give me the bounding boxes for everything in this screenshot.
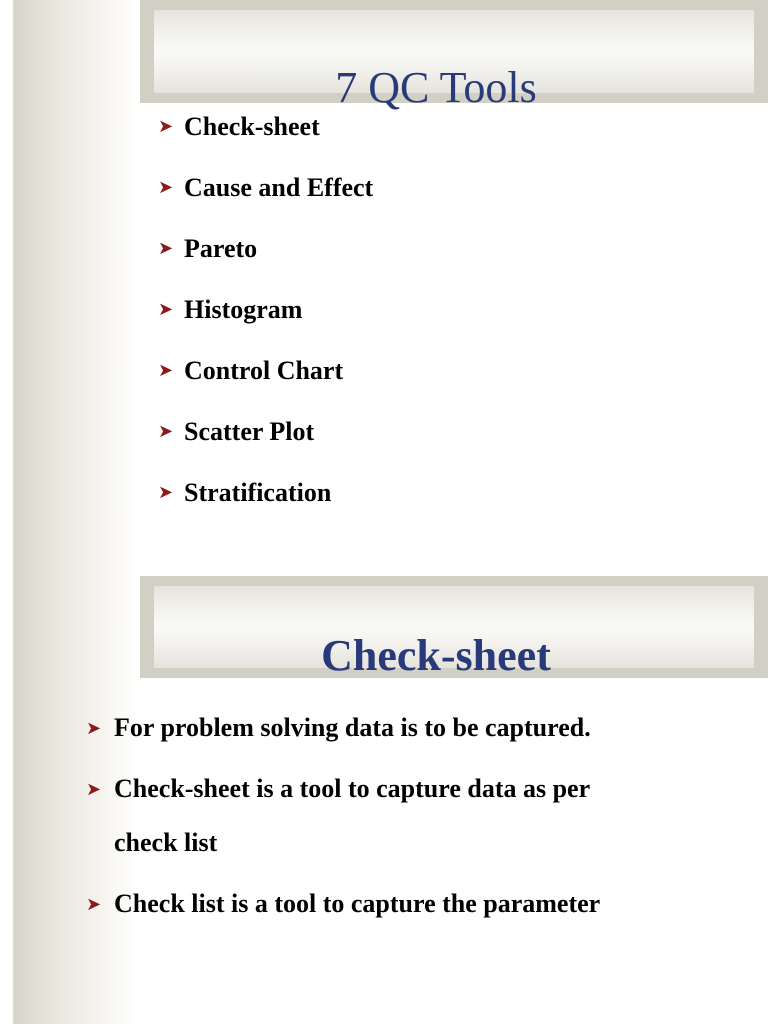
slide-title-qc-tools: 7 QC Tools (335, 63, 537, 112)
arrow-bullet-icon: ➤ (158, 238, 174, 259)
arrow-bullet-icon: ➤ (158, 177, 174, 198)
arrow-bullet-icon: ➤ (158, 482, 174, 503)
arrow-bullet-icon: ➤ (86, 779, 102, 800)
arrow-bullet-icon: ➤ (158, 299, 174, 320)
arrow-bullet-icon: ➤ (158, 116, 174, 137)
left-gradient-strip (0, 0, 140, 1024)
arrow-bullet-icon: ➤ (86, 718, 102, 739)
arrow-bullet-icon: ➤ (158, 360, 174, 381)
slide-title-check-sheet: Check-sheet (321, 631, 551, 680)
arrow-bullet-icon: ➤ (158, 421, 174, 442)
arrow-bullet-icon: ➤ (86, 894, 102, 915)
